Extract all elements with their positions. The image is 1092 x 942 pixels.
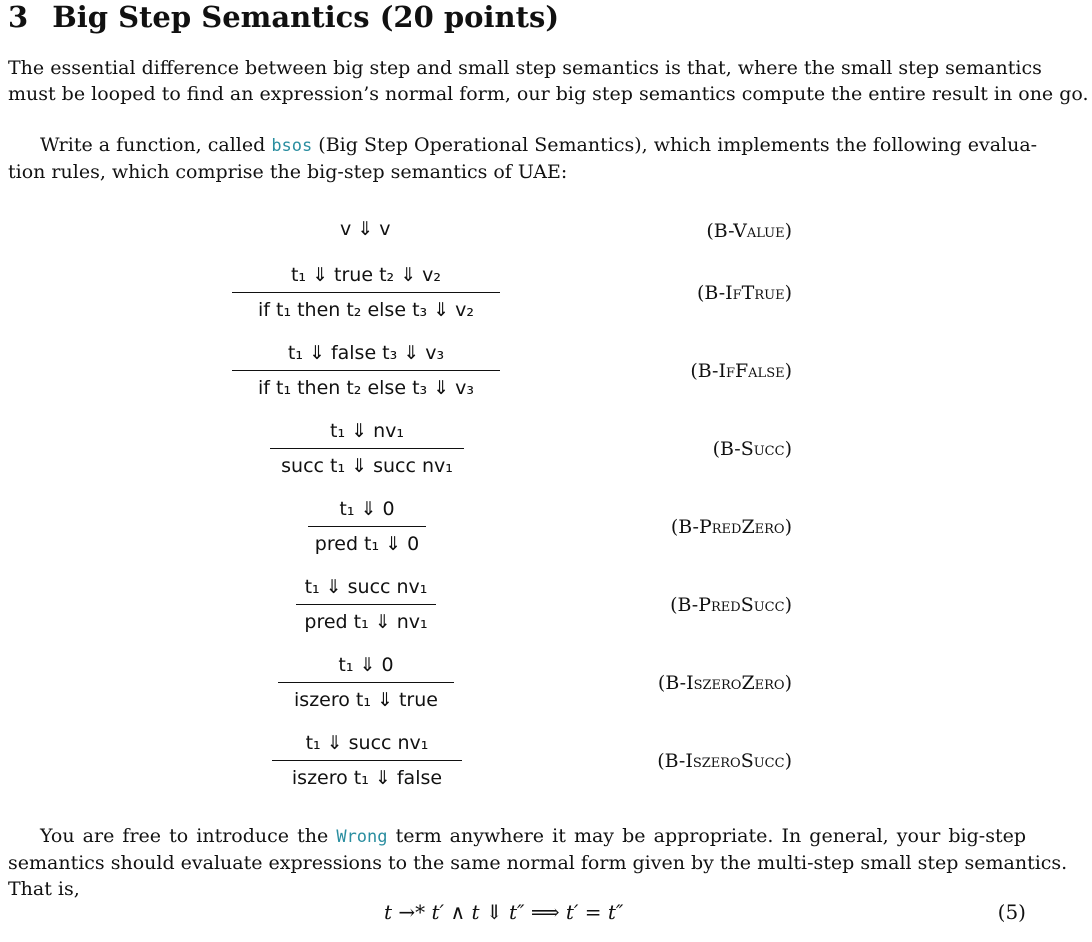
rule-conclusion: iszero t₁ ⇓ false [291,767,443,789]
rule-premise: t₁ ⇓ nv₁ [330,420,404,442]
rule-b-succ [0,418,1092,488]
inference-fraction [278,652,454,713]
rule-b-iftrue [0,262,1092,332]
inference-bar [296,604,436,605]
rule-premise: t₁ ⇓ succ nv₁ [304,576,428,598]
inference-bar [278,682,454,683]
inference-bar [270,448,464,449]
rule-conclusion: succ t₁ ⇓ succ nv₁ [281,455,453,477]
closing-paragraph [8,823,1068,902]
closing-line-2: semantics should evaluate expressions to the same normal form given by the multi-step small step semantics. [8,852,1068,874]
display-equation [0,898,1092,928]
rule-name: (B-IszeroSucc) [657,750,792,772]
bsos-function-name: bsos [271,136,313,156]
rule-b-iszerozero [0,652,1092,722]
rule-b-iffalse [0,340,1092,410]
rule-name: (B-Value) [706,220,792,242]
section-title: Big Step Semantics (20 points) [52,0,560,34]
section-number: 3 [8,0,29,34]
closing-text-post: term anywhere it may be appropriate. In general, your big-step [387,825,1026,847]
rule-name: (B-IfTrue) [697,282,792,304]
rule-name: (B-PredSucc) [670,594,792,616]
rule-name: (B-PredZero) [670,516,792,538]
rule-premise: t₁ ⇓ false t₃ ⇓ v₃ [287,342,445,364]
rule-b-predsucc [0,574,1092,644]
inference-bar [308,526,426,527]
wrong-term: Wrong [336,827,388,847]
closing-line-3: That is, [8,878,80,900]
rule-axiom: v ⇓ v [340,218,391,240]
section-heading [8,0,1028,34]
task-text-post: (Big Step Operational Semantics), which implements the following evalua- [312,134,1038,156]
rule-conclusion: if t₁ then t₂ else t₃ ⇓ v₃ [257,377,474,399]
closing-line-1 [8,823,1026,850]
task-line-2: tion rules, which comprise the big-step semantics of UAE: [8,161,568,183]
inference-fraction [308,496,426,557]
rule-conclusion: pred t₁ ⇓ 0 [314,533,420,555]
inference-fraction [272,730,462,791]
intro-line-1: The essential difference between big step and small step semantics is that, where the small step semantics [8,57,1042,79]
rule-conclusion: iszero t₁ ⇓ true [294,689,438,711]
task-text-pre: Write a function, called [40,134,272,156]
rule-conclusion: if t₁ then t₂ else t₃ ⇓ v₂ [257,299,474,321]
rule-premise: t₁ ⇓ 0 [339,498,395,520]
intro-paragraph [8,55,1089,107]
rule-name: (B-Succ) [712,438,792,460]
rule-b-predzero [0,496,1092,566]
inference-fraction [232,340,500,401]
inference-fraction [296,574,436,635]
equation-number: (5) [997,900,1026,924]
rule-premise: t₁ ⇓ succ nv₁ [305,732,429,754]
inference-bar [232,292,500,293]
intro-line-2: must be looped to find an expression’s normal form, our big step semantics compute the entire result in one go. [8,83,1089,105]
rule-conclusion: pred t₁ ⇓ nv₁ [304,611,428,633]
rule-premise: t₁ ⇓ true t₂ ⇓ v₂ [290,264,442,286]
inference-fraction [232,262,500,323]
rule-premise: t₁ ⇓ 0 [338,654,394,676]
task-line-1 [8,132,1038,159]
task-paragraph [8,132,1038,185]
inference-bar [272,760,462,761]
closing-text-pre: You are free to introduce the [40,825,337,847]
rule-name: (B-IfFalse) [690,360,792,382]
rule-name: (B-IszeroZero) [657,672,792,694]
inference-bar [232,370,500,371]
rule-b-iszerosucc [0,730,1092,800]
equation-expression: t →* t′ ∧ t ⇓ t″ ⟹ t′ = t″ [384,900,624,924]
inference-fraction [270,418,464,479]
